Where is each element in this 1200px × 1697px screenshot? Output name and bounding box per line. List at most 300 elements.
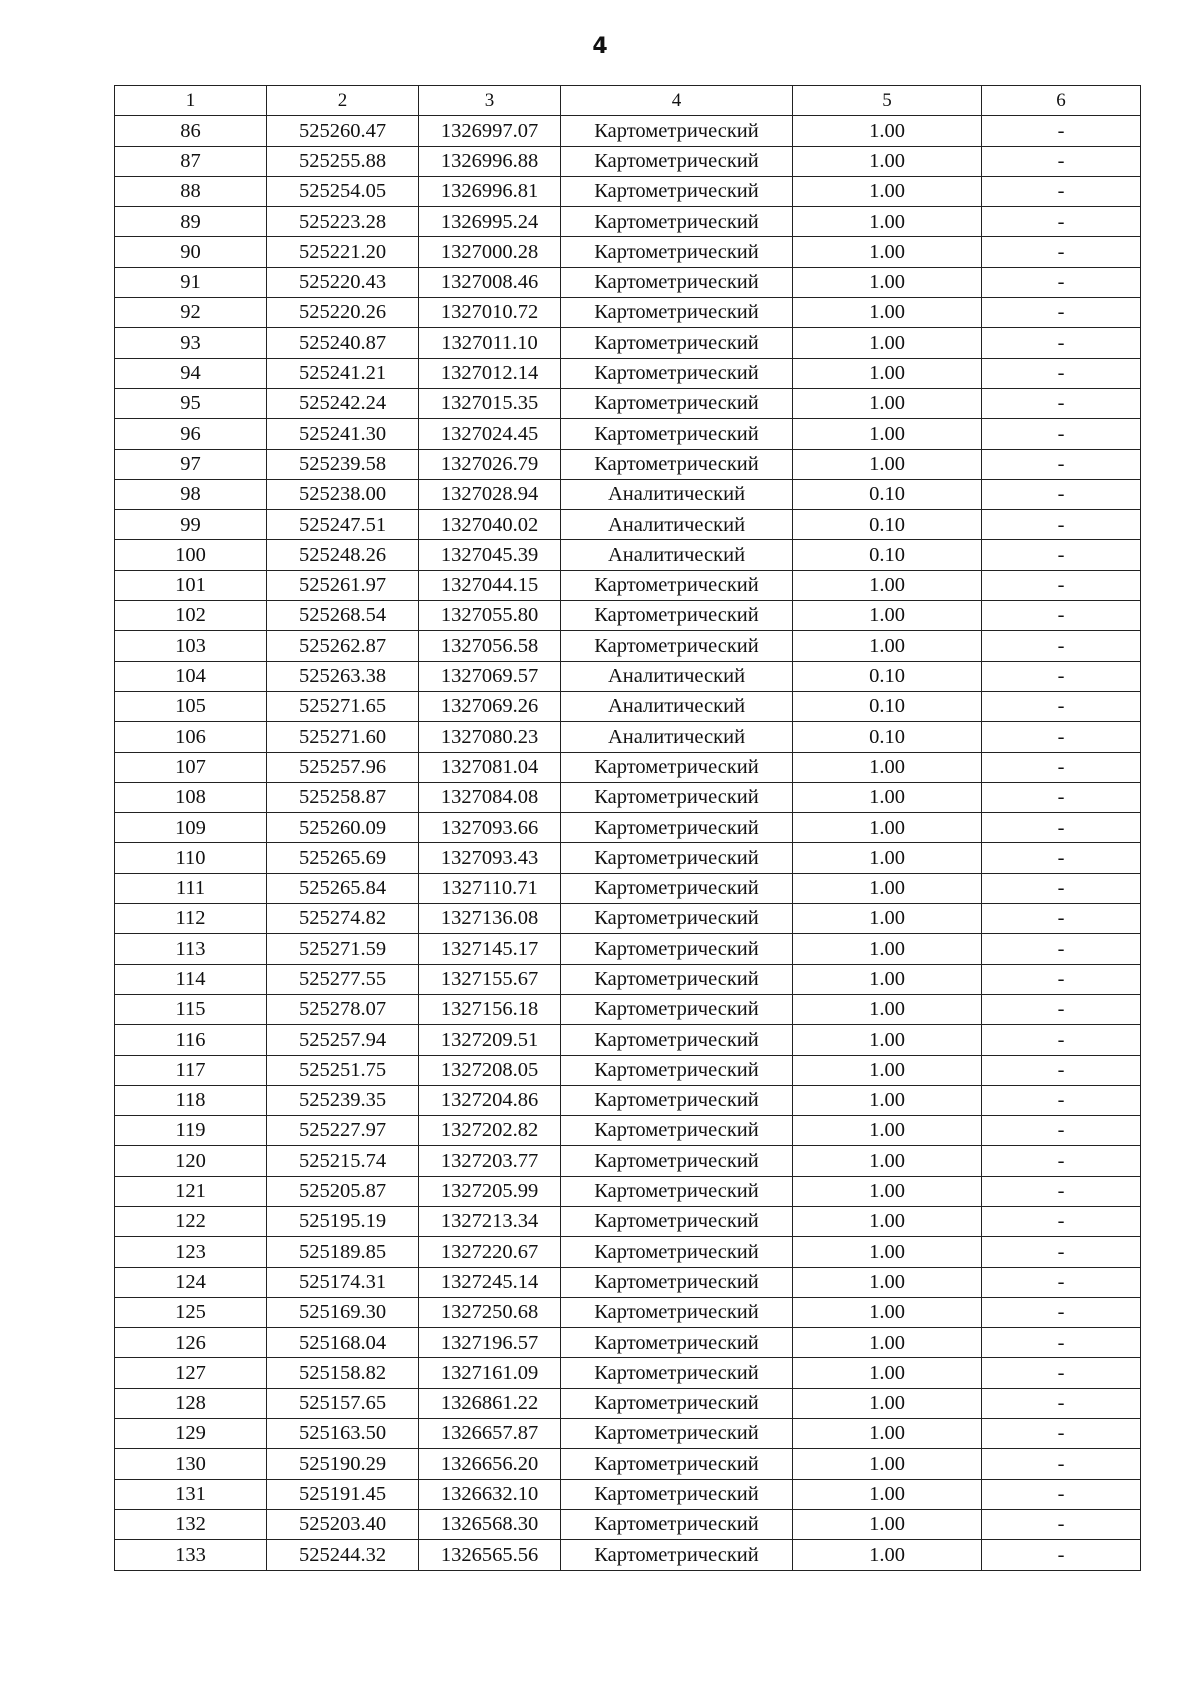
table-row <box>115 631 1141 661</box>
method-cell: Картометрический <box>561 1267 793 1297</box>
x-coordinate-cell: 525265.84 <box>267 873 419 903</box>
method-cell: Картометрический <box>561 1146 793 1176</box>
point-number-cell: 103 <box>115 631 267 661</box>
table-row <box>115 267 1141 297</box>
x-coordinate-cell: 525190.29 <box>267 1449 419 1479</box>
x-coordinate-cell: 525205.87 <box>267 1176 419 1206</box>
y-coordinate-cell: 1327209.51 <box>419 1025 561 1055</box>
note-cell: - <box>982 782 1141 812</box>
y-coordinate-cell: 1326996.88 <box>419 146 561 176</box>
y-coordinate-cell: 1327250.68 <box>419 1297 561 1327</box>
note-cell: - <box>982 1206 1141 1236</box>
table-row <box>115 1206 1141 1236</box>
point-number-cell: 86 <box>115 116 267 146</box>
accuracy-cell: 1.00 <box>793 1297 982 1327</box>
method-cell: Картометрический <box>561 782 793 812</box>
table-row <box>115 116 1141 146</box>
y-coordinate-cell: 1327196.57 <box>419 1328 561 1358</box>
accuracy-cell: 1.00 <box>793 207 982 237</box>
x-coordinate-cell: 525157.65 <box>267 1388 419 1418</box>
x-coordinate-cell: 525163.50 <box>267 1419 419 1449</box>
point-number-cell: 124 <box>115 1267 267 1297</box>
method-cell: Картометрический <box>561 752 793 782</box>
column-header-5: 5 <box>793 86 982 116</box>
table-header-row <box>115 86 1141 116</box>
point-number-cell: 119 <box>115 1116 267 1146</box>
table-row <box>115 1388 1141 1418</box>
point-number-cell: 120 <box>115 1146 267 1176</box>
y-coordinate-cell: 1327000.28 <box>419 237 561 267</box>
note-cell: - <box>982 631 1141 661</box>
x-coordinate-cell: 525257.96 <box>267 752 419 782</box>
note-cell: - <box>982 1540 1141 1570</box>
table-row <box>115 1055 1141 1085</box>
note-cell: - <box>982 1267 1141 1297</box>
table-row <box>115 904 1141 934</box>
y-coordinate-cell: 1326861.22 <box>419 1388 561 1418</box>
accuracy-cell: 1.00 <box>793 1237 982 1267</box>
method-cell: Картометрический <box>561 1479 793 1509</box>
table-row <box>115 298 1141 328</box>
point-number-cell: 126 <box>115 1328 267 1358</box>
accuracy-cell: 1.00 <box>793 994 982 1024</box>
method-cell: Картометрический <box>561 1388 793 1418</box>
x-coordinate-cell: 525241.21 <box>267 358 419 388</box>
accuracy-cell: 1.00 <box>793 1479 982 1509</box>
point-number-cell: 118 <box>115 1085 267 1115</box>
x-coordinate-cell: 525223.28 <box>267 207 419 237</box>
method-cell: Картометрический <box>561 934 793 964</box>
accuracy-cell: 0.10 <box>793 661 982 691</box>
method-cell: Картометрический <box>561 1358 793 1388</box>
table-row <box>115 934 1141 964</box>
method-cell: Картометрический <box>561 601 793 631</box>
note-cell: - <box>982 388 1141 418</box>
x-coordinate-cell: 525260.09 <box>267 813 419 843</box>
method-cell: Картометрический <box>561 176 793 206</box>
x-coordinate-cell: 525274.82 <box>267 904 419 934</box>
method-cell: Аналитический <box>561 510 793 540</box>
note-cell: - <box>982 1449 1141 1479</box>
accuracy-cell: 0.10 <box>793 691 982 721</box>
method-cell: Картометрический <box>561 1328 793 1358</box>
accuracy-cell: 1.00 <box>793 934 982 964</box>
method-cell: Картометрический <box>561 1540 793 1570</box>
page-number: 4 <box>592 34 608 59</box>
y-coordinate-cell: 1327155.67 <box>419 964 561 994</box>
table-body <box>115 116 1141 1570</box>
x-coordinate-cell: 525271.60 <box>267 722 419 752</box>
method-cell: Картометрический <box>561 1206 793 1236</box>
note-cell: - <box>982 934 1141 964</box>
accuracy-cell: 1.00 <box>793 116 982 146</box>
point-number-cell: 128 <box>115 1388 267 1418</box>
note-cell: - <box>982 964 1141 994</box>
column-header-4: 4 <box>561 86 793 116</box>
y-coordinate-cell: 1327081.04 <box>419 752 561 782</box>
point-number-cell: 88 <box>115 176 267 206</box>
table-row <box>115 1176 1141 1206</box>
x-coordinate-cell: 525260.47 <box>267 116 419 146</box>
point-number-cell: 104 <box>115 661 267 691</box>
x-coordinate-cell: 525255.88 <box>267 146 419 176</box>
accuracy-cell: 1.00 <box>793 1419 982 1449</box>
y-coordinate-cell: 1326996.81 <box>419 176 561 206</box>
note-cell: - <box>982 843 1141 873</box>
y-coordinate-cell: 1327040.02 <box>419 510 561 540</box>
point-number-cell: 108 <box>115 782 267 812</box>
accuracy-cell: 1.00 <box>793 601 982 631</box>
method-cell: Картометрический <box>561 843 793 873</box>
accuracy-cell: 1.00 <box>793 267 982 297</box>
method-cell: Картометрический <box>561 298 793 328</box>
note-cell: - <box>982 1479 1141 1509</box>
x-coordinate-cell: 525265.69 <box>267 843 419 873</box>
accuracy-cell: 1.00 <box>793 873 982 903</box>
y-coordinate-cell: 1326657.87 <box>419 1419 561 1449</box>
y-coordinate-cell: 1327026.79 <box>419 449 561 479</box>
method-cell: Картометрический <box>561 1055 793 1085</box>
table-row <box>115 1358 1141 1388</box>
note-cell: - <box>982 691 1141 721</box>
method-cell: Картометрический <box>561 1176 793 1206</box>
accuracy-cell: 1.00 <box>793 419 982 449</box>
accuracy-cell: 1.00 <box>793 1540 982 1570</box>
point-number-cell: 102 <box>115 601 267 631</box>
x-coordinate-cell: 525238.00 <box>267 479 419 509</box>
note-cell: - <box>982 722 1141 752</box>
accuracy-cell: 1.00 <box>793 1176 982 1206</box>
y-coordinate-cell: 1327045.39 <box>419 540 561 570</box>
column-header-6: 6 <box>982 86 1141 116</box>
accuracy-cell: 1.00 <box>793 570 982 600</box>
point-number-cell: 105 <box>115 691 267 721</box>
point-number-cell: 113 <box>115 934 267 964</box>
table-row <box>115 1297 1141 1327</box>
y-coordinate-cell: 1327205.99 <box>419 1176 561 1206</box>
method-cell: Картометрический <box>561 964 793 994</box>
y-coordinate-cell: 1327093.66 <box>419 813 561 843</box>
method-cell: Аналитический <box>561 540 793 570</box>
note-cell: - <box>982 1419 1141 1449</box>
method-cell: Картометрический <box>561 267 793 297</box>
point-number-cell: 94 <box>115 358 267 388</box>
point-number-cell: 109 <box>115 813 267 843</box>
table-row <box>115 176 1141 206</box>
note-cell: - <box>982 570 1141 600</box>
y-coordinate-cell: 1327220.67 <box>419 1237 561 1267</box>
x-coordinate-cell: 525251.75 <box>267 1055 419 1085</box>
x-coordinate-cell: 525278.07 <box>267 994 419 1024</box>
note-cell: - <box>982 146 1141 176</box>
column-header-3: 3 <box>419 86 561 116</box>
y-coordinate-cell: 1327156.18 <box>419 994 561 1024</box>
x-coordinate-cell: 525220.26 <box>267 298 419 328</box>
point-number-cell: 117 <box>115 1055 267 1085</box>
note-cell: - <box>982 904 1141 934</box>
y-coordinate-cell: 1326568.30 <box>419 1509 561 1539</box>
accuracy-cell: 1.00 <box>793 1025 982 1055</box>
accuracy-cell: 1.00 <box>793 298 982 328</box>
table-row <box>115 752 1141 782</box>
point-number-cell: 110 <box>115 843 267 873</box>
x-coordinate-cell: 525195.19 <box>267 1206 419 1236</box>
point-number-cell: 123 <box>115 1237 267 1267</box>
y-coordinate-cell: 1327056.58 <box>419 631 561 661</box>
note-cell: - <box>982 237 1141 267</box>
method-cell: Картометрический <box>561 1419 793 1449</box>
note-cell: - <box>982 1358 1141 1388</box>
note-cell: - <box>982 873 1141 903</box>
y-coordinate-cell: 1327069.57 <box>419 661 561 691</box>
accuracy-cell: 1.00 <box>793 1267 982 1297</box>
point-number-cell: 92 <box>115 298 267 328</box>
table-row <box>115 207 1141 237</box>
x-coordinate-cell: 525244.32 <box>267 1540 419 1570</box>
method-cell: Картометрический <box>561 328 793 358</box>
y-coordinate-cell: 1327010.72 <box>419 298 561 328</box>
x-coordinate-cell: 525271.65 <box>267 691 419 721</box>
y-coordinate-cell: 1327203.77 <box>419 1146 561 1176</box>
point-number-cell: 107 <box>115 752 267 782</box>
accuracy-cell: 1.00 <box>793 782 982 812</box>
note-cell: - <box>982 419 1141 449</box>
method-cell: Картометрический <box>561 1085 793 1115</box>
point-number-cell: 95 <box>115 388 267 418</box>
table-row <box>115 510 1141 540</box>
point-number-cell: 122 <box>115 1206 267 1236</box>
x-coordinate-cell: 525277.55 <box>267 964 419 994</box>
table-row <box>115 388 1141 418</box>
method-cell: Аналитический <box>561 722 793 752</box>
point-number-cell: 98 <box>115 479 267 509</box>
table-row <box>115 1449 1141 1479</box>
note-cell: - <box>982 1025 1141 1055</box>
accuracy-cell: 0.10 <box>793 479 982 509</box>
note-cell: - <box>982 510 1141 540</box>
table-row <box>115 661 1141 691</box>
accuracy-cell: 1.00 <box>793 237 982 267</box>
point-number-cell: 133 <box>115 1540 267 1570</box>
table-row <box>115 601 1141 631</box>
note-cell: - <box>982 752 1141 782</box>
y-coordinate-cell: 1326565.56 <box>419 1540 561 1570</box>
x-coordinate-cell: 525254.05 <box>267 176 419 206</box>
coordinates-table <box>114 85 1141 1571</box>
y-coordinate-cell: 1327008.46 <box>419 267 561 297</box>
y-coordinate-cell: 1326995.24 <box>419 207 561 237</box>
method-cell: Картометрический <box>561 207 793 237</box>
y-coordinate-cell: 1327015.35 <box>419 388 561 418</box>
note-cell: - <box>982 1085 1141 1115</box>
column-header-1: 1 <box>115 86 267 116</box>
x-coordinate-cell: 525263.38 <box>267 661 419 691</box>
accuracy-cell: 1.00 <box>793 1146 982 1176</box>
y-coordinate-cell: 1327161.09 <box>419 1358 561 1388</box>
x-coordinate-cell: 525220.43 <box>267 267 419 297</box>
x-coordinate-cell: 525261.97 <box>267 570 419 600</box>
method-cell: Картометрический <box>561 358 793 388</box>
y-coordinate-cell: 1327055.80 <box>419 601 561 631</box>
accuracy-cell: 1.00 <box>793 1055 982 1085</box>
y-coordinate-cell: 1327145.17 <box>419 934 561 964</box>
y-coordinate-cell: 1327012.14 <box>419 358 561 388</box>
x-coordinate-cell: 525158.82 <box>267 1358 419 1388</box>
accuracy-cell: 1.00 <box>793 449 982 479</box>
table-row <box>115 1479 1141 1509</box>
accuracy-cell: 1.00 <box>793 843 982 873</box>
note-cell: - <box>982 1388 1141 1418</box>
accuracy-cell: 1.00 <box>793 964 982 994</box>
x-coordinate-cell: 525203.40 <box>267 1509 419 1539</box>
x-coordinate-cell: 525271.59 <box>267 934 419 964</box>
method-cell: Картометрический <box>561 116 793 146</box>
method-cell: Картометрический <box>561 873 793 903</box>
accuracy-cell: 1.00 <box>793 176 982 206</box>
point-number-cell: 112 <box>115 904 267 934</box>
note-cell: - <box>982 1055 1141 1085</box>
point-number-cell: 93 <box>115 328 267 358</box>
table-row <box>115 449 1141 479</box>
x-coordinate-cell: 525262.87 <box>267 631 419 661</box>
method-cell: Картометрический <box>561 904 793 934</box>
table-row <box>115 1085 1141 1115</box>
y-coordinate-cell: 1326632.10 <box>419 1479 561 1509</box>
point-number-cell: 101 <box>115 570 267 600</box>
x-coordinate-cell: 525242.24 <box>267 388 419 418</box>
column-header-2: 2 <box>267 86 419 116</box>
point-number-cell: 87 <box>115 146 267 176</box>
y-coordinate-cell: 1327028.94 <box>419 479 561 509</box>
table-row <box>115 146 1141 176</box>
point-number-cell: 100 <box>115 540 267 570</box>
method-cell: Картометрический <box>561 1297 793 1327</box>
note-cell: - <box>982 116 1141 146</box>
y-coordinate-cell: 1327213.34 <box>419 1206 561 1236</box>
x-coordinate-cell: 525241.30 <box>267 419 419 449</box>
y-coordinate-cell: 1327024.45 <box>419 419 561 449</box>
method-cell: Аналитический <box>561 479 793 509</box>
accuracy-cell: 1.00 <box>793 904 982 934</box>
note-cell: - <box>982 661 1141 691</box>
note-cell: - <box>982 994 1141 1024</box>
note-cell: - <box>982 479 1141 509</box>
method-cell: Картометрический <box>561 1237 793 1267</box>
table-row <box>115 1267 1141 1297</box>
x-coordinate-cell: 525239.35 <box>267 1085 419 1115</box>
point-number-cell: 99 <box>115 510 267 540</box>
note-cell: - <box>982 1297 1141 1327</box>
method-cell: Картометрический <box>561 1509 793 1539</box>
note-cell: - <box>982 328 1141 358</box>
point-number-cell: 129 <box>115 1419 267 1449</box>
table-row <box>115 782 1141 812</box>
x-coordinate-cell: 525239.58 <box>267 449 419 479</box>
accuracy-cell: 1.00 <box>793 631 982 661</box>
note-cell: - <box>982 540 1141 570</box>
accuracy-cell: 1.00 <box>793 1206 982 1236</box>
table-row <box>115 1237 1141 1267</box>
y-coordinate-cell: 1327204.86 <box>419 1085 561 1115</box>
note-cell: - <box>982 207 1141 237</box>
accuracy-cell: 1.00 <box>793 1328 982 1358</box>
x-coordinate-cell: 525268.54 <box>267 601 419 631</box>
accuracy-cell: 0.10 <box>793 540 982 570</box>
table-row <box>115 813 1141 843</box>
point-number-cell: 106 <box>115 722 267 752</box>
note-cell: - <box>982 449 1141 479</box>
y-coordinate-cell: 1327110.71 <box>419 873 561 903</box>
point-number-cell: 91 <box>115 267 267 297</box>
y-coordinate-cell: 1327044.15 <box>419 570 561 600</box>
table-row <box>115 1419 1141 1449</box>
table-row <box>115 419 1141 449</box>
point-number-cell: 132 <box>115 1509 267 1539</box>
y-coordinate-cell: 1326656.20 <box>419 1449 561 1479</box>
x-coordinate-cell: 525215.74 <box>267 1146 419 1176</box>
x-coordinate-cell: 525258.87 <box>267 782 419 812</box>
table-row <box>115 328 1141 358</box>
point-number-cell: 97 <box>115 449 267 479</box>
accuracy-cell: 0.10 <box>793 510 982 540</box>
x-coordinate-cell: 525221.20 <box>267 237 419 267</box>
accuracy-cell: 1.00 <box>793 1085 982 1115</box>
method-cell: Картометрический <box>561 146 793 176</box>
accuracy-cell: 1.00 <box>793 146 982 176</box>
y-coordinate-cell: 1327011.10 <box>419 328 561 358</box>
x-coordinate-cell: 525168.04 <box>267 1328 419 1358</box>
point-number-cell: 96 <box>115 419 267 449</box>
note-cell: - <box>982 1328 1141 1358</box>
accuracy-cell: 0.10 <box>793 722 982 752</box>
table-row <box>115 540 1141 570</box>
point-number-cell: 121 <box>115 1176 267 1206</box>
point-number-cell: 125 <box>115 1297 267 1327</box>
x-coordinate-cell: 525169.30 <box>267 1297 419 1327</box>
table-row <box>115 358 1141 388</box>
table-row <box>115 237 1141 267</box>
accuracy-cell: 1.00 <box>793 1509 982 1539</box>
table-row <box>115 1328 1141 1358</box>
point-number-cell: 115 <box>115 994 267 1024</box>
x-coordinate-cell: 525227.97 <box>267 1116 419 1146</box>
x-coordinate-cell: 525189.85 <box>267 1237 419 1267</box>
x-coordinate-cell: 525257.94 <box>267 1025 419 1055</box>
point-number-cell: 127 <box>115 1358 267 1388</box>
method-cell: Аналитический <box>561 691 793 721</box>
point-number-cell: 89 <box>115 207 267 237</box>
y-coordinate-cell: 1327080.23 <box>419 722 561 752</box>
accuracy-cell: 1.00 <box>793 1388 982 1418</box>
table-row <box>115 1540 1141 1570</box>
x-coordinate-cell: 525174.31 <box>267 1267 419 1297</box>
table-row <box>115 691 1141 721</box>
method-cell: Картометрический <box>561 388 793 418</box>
note-cell: - <box>982 267 1141 297</box>
point-number-cell: 114 <box>115 964 267 994</box>
y-coordinate-cell: 1327208.05 <box>419 1055 561 1085</box>
note-cell: - <box>982 1116 1141 1146</box>
accuracy-cell: 1.00 <box>793 1358 982 1388</box>
table-row <box>115 1509 1141 1539</box>
y-coordinate-cell: 1327084.08 <box>419 782 561 812</box>
y-coordinate-cell: 1326997.07 <box>419 116 561 146</box>
table-row <box>115 994 1141 1024</box>
table-row <box>115 873 1141 903</box>
note-cell: - <box>982 176 1141 206</box>
y-coordinate-cell: 1327093.43 <box>419 843 561 873</box>
method-cell: Картометрический <box>561 813 793 843</box>
